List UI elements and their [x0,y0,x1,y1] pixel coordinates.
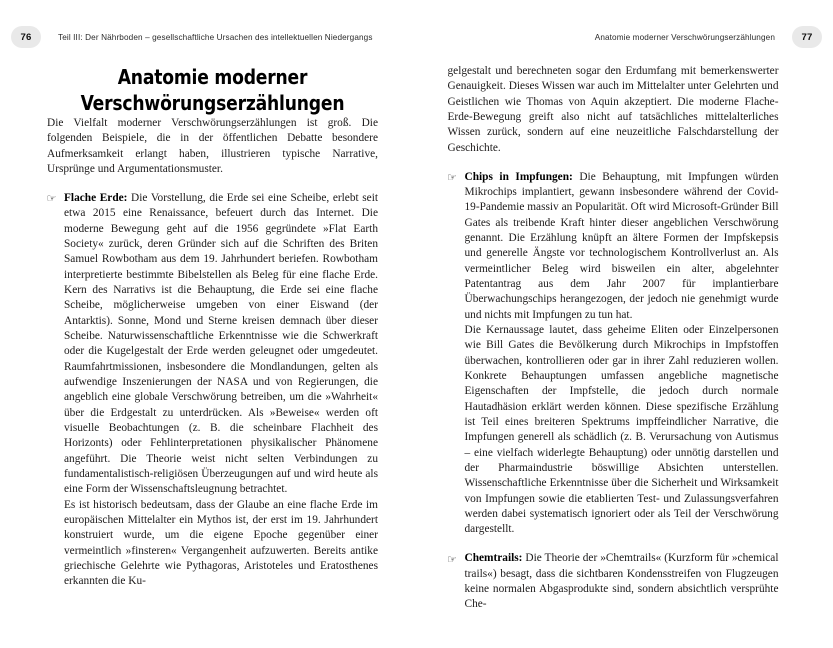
text-column-right [448,0,779,648]
list-item-lead: Flache Erde: [64,191,128,204]
chapter-title-line-1: Anatomie moderner [117,65,308,89]
list-item-paragraph: Die Kernaussage lautet, dass geheime Eliten oder Einzelpersonen wie Bill Gates die Bevölkerung durch Mikrochips in Impfstoffen überwachen, kontrollieren oder gar in ihrer Zahl reduzieren wollen. Konkrete Behauptungen umfassen angebliche magnetische Eigenschaften der Impfstelle, die jedoch durch normale Hautadhäsion erklärt werden können. Diese spezifische Erzählung ist Teil eines breiteren Spektrums impffeindlicher Narrative, die Impfungen generell als schädlich (z. B. Verursachung von Autismus – eine vielfach widerlegte Behauptung) oder unnötig darstellen und der Pharmaindustrie böswillige Absichten unterstellen. Wissenschaftliche Erkenntnisse über die Sicherheit und Wirksamkeit von Impfungen sowie die etablierten Test- und Zulassungsverfahren werden dabei systematisch ignoriert oder als Teil der Verschwörung dargestellt. [464,324,779,536]
list-item [47,191,378,590]
chapter-title-line-2: Verschwörungserzählungen [80,91,345,115]
list-item-paragraph: Es ist historisch bedeutsam, dass der Glaube an eine flache Erde im europäischen Mittelalter ein Mythos ist, der erst im 19. Jahrhundert konstruiert wurde, um die eigene Epoche gegenüber einer vermeintlich »finsteren« Vergangenheit aufzuwerten. Bereits antike griechische Gelehrte wie Pythagoras, Aristoteles und Eratosthenes erkannten die Ku- [64,498,378,588]
list-item-text: Die Behauptung, mit Impfungen würden Mikrochips implantiert, gewann insbesondere während der Covid-19-Pandemie massiv an Popularität. Oft wird Microsoft-Gründer Bill Gates als treibende Kraft hinter dieser angeblichen Verschwörung genannt. Die Erzählung knüpft an ältere Formen der Impfskepsis und generelle Ängste vor technologischem Kontrollverlust an. Als vermeintlicher Beleg wird bisweilen ein alter, abgelehnter Patentantrag aus dem Jahr 2007 für implantierbare Überwachungschips herangezogen, der jedoch nie genehmigt wurde und nichts mit Impfungen zu tun hat. [464,170,779,321]
list-item-paragraph [465,551,779,612]
list-item-paragraph [465,170,779,323]
pointing-hand-icon: ☞ [447,171,457,185]
page-number-badge-right: 77 [792,26,822,48]
page-number-badge-left: 76 [11,26,41,48]
page-right [417,0,833,648]
pointing-hand-icon: ☞ [447,552,457,566]
list-item-paragraph [64,191,378,498]
continuation-paragraph: gelgestalt und berechneten sogar den Erdumfang mit bemerkenswerter Genauigkeit. Dieses Wissen war auch im Mittelalter unter Gelehrten und Geistlichen wie Thomas von Aquin akzeptiert. Die moderne Flache-Erde-Bewegung greift also nicht auf tatsächliches mittelalterliches Wissen zurück, sondern auf eine neuzeitliche Falschdarstellung der Geschichte. [447,65,779,154]
list-item-lead: Chemtrails: [464,552,523,565]
list-item-text: Die Vorstellung, die Erde sei eine Scheibe, erlebt seit etwa 2015 eine Renaissance, befeuert durch das Internet. Die moderne Bewegung geht auf die 1956 gegründete »Flat Earth Society« zurück, deren Gründer sich auf die Schriften des Briten Samuel Rowbotham aus dem 19. Jahrhundert beriefen. Rowbotham interpretierte bestimmte Bibelstellen als Beleg für eine flache Erde. Kern des Narrativs ist die Behauptung, die Erde sei eine flache Scheibe, möglicherweise umgeben von einer Eiswand (der Antarktis). Sonne, Mond und Sterne kreisen demnach über dieser Scheibe. Naturwissenschaftliche Erkenntnisse wie die Schwerkraft oder die Kugelgestalt der Erde werden geleugnet oder umgedeutet. Raumfahrtmissionen, insbesondere die Mondlandungen, gelten als aufwendige Inszenierungen der NASA und von Regierungen, die angeblich eine globale Verschwörung betreiben, um die »Wahrheit« über die Erdgestalt zu unterdrücken. Als »Beweise« werden oft visuelle Beobachtungen (z. B. die scheinbare Flachheit des Horizonts) oder Fehlinterpretationen physikalischer Phänomene angeführt. Die Theorie weist nicht selten Verbindungen zu fundamentalistisch-religiösen Überzeugungen auf und wird heute als eine Form der Wissenschaftsleugnung betrachtet. [64,191,378,496]
list-item-text: Die Theorie der »Chemtrails« (Kurzform für »chemical trails«) besagt, dass die sichtbaren Kondensstreifen von Flugzeugen keine normalen Abgasprodukte sind, sondern absichtlich versprühte Che- [464,552,779,611]
text-column-left [47,0,378,648]
running-head-text-left: Teil III: Der Nährboden – gesellschaftliche Ursachen des intellektuellen Niedergangs [58,32,373,42]
chapter-title [59,0,367,116]
list-item [448,551,779,612]
list-item-lead: Chips in Impfungen: [464,170,573,183]
list-item [448,170,779,538]
running-head-text-right: Anatomie moderner Verschwörungserzählungen [594,32,775,42]
intro-paragraph: Die Vielfalt moderner Verschwörungserzählungen ist groß. Die folgenden Beispiele, die in der öffentlichen Debatte besondere Aufmerksamkeit erlangt haben, illustrieren typische Narrative, Ursprünge und Argumentationsmuster. [47,117,378,176]
pointing-hand-icon: ☞ [46,192,57,206]
